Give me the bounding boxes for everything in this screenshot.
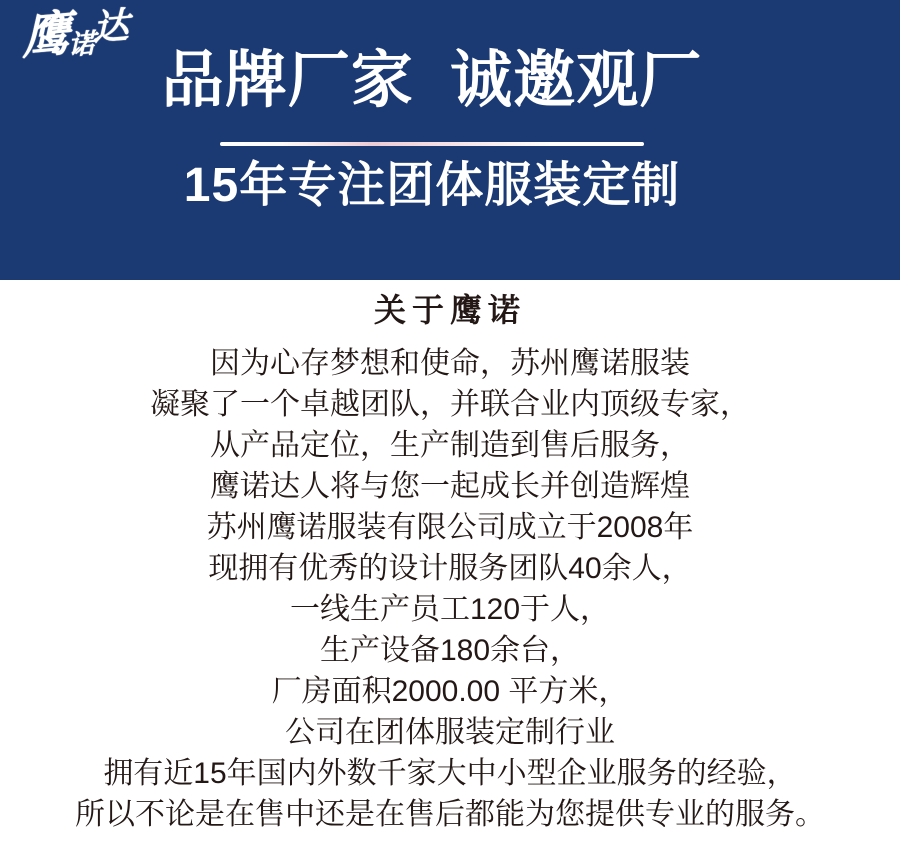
about-line: 公司在团体服装定制行业 xyxy=(285,716,615,749)
brand-logo-char: 诺 xyxy=(67,28,94,61)
about-line: 现拥有优秀的设计服务团队40余人， xyxy=(208,552,692,585)
about-line: 苏州鹰诺服装有限公司成立于2008年 xyxy=(206,511,694,544)
about-line: 一线生产员工120于人， xyxy=(289,593,611,626)
about-line: 所以不论是在售中还是在售后都能为您提供专业的服务。 xyxy=(75,798,825,831)
about-line: 拥有近15年国内外数千家大中小型企业服务的经验， xyxy=(103,757,797,790)
brand-logo-char: 达 xyxy=(92,4,128,49)
banner-title: 品牌厂家 诚邀观厂 xyxy=(161,46,703,115)
about-line: 凝聚了一个卓越团队，并联合业内顶级专家， xyxy=(150,388,750,421)
banner-content xyxy=(0,0,882,212)
about-line: 生产设备180余台， xyxy=(319,634,581,667)
banner xyxy=(0,0,900,280)
about-line: 从产品定位，生产制造到售后服务， xyxy=(210,429,690,462)
about-line: 厂房面积2000.00 平方米， xyxy=(271,675,629,708)
banner-divider xyxy=(220,142,644,146)
banner-subtitle: 15年专注团体服装定制 xyxy=(183,159,681,212)
about-title: 关于鹰诺 xyxy=(373,292,526,328)
brand-logo-char: 鹰 xyxy=(21,7,69,65)
about-text xyxy=(0,343,900,835)
about-line: 因为心存梦想和使命，苏州鹰诺服装 xyxy=(210,347,690,380)
about-section xyxy=(0,293,900,835)
about-line: 鹰诺达人将与您一起成长并创造辉煌 xyxy=(210,470,690,503)
